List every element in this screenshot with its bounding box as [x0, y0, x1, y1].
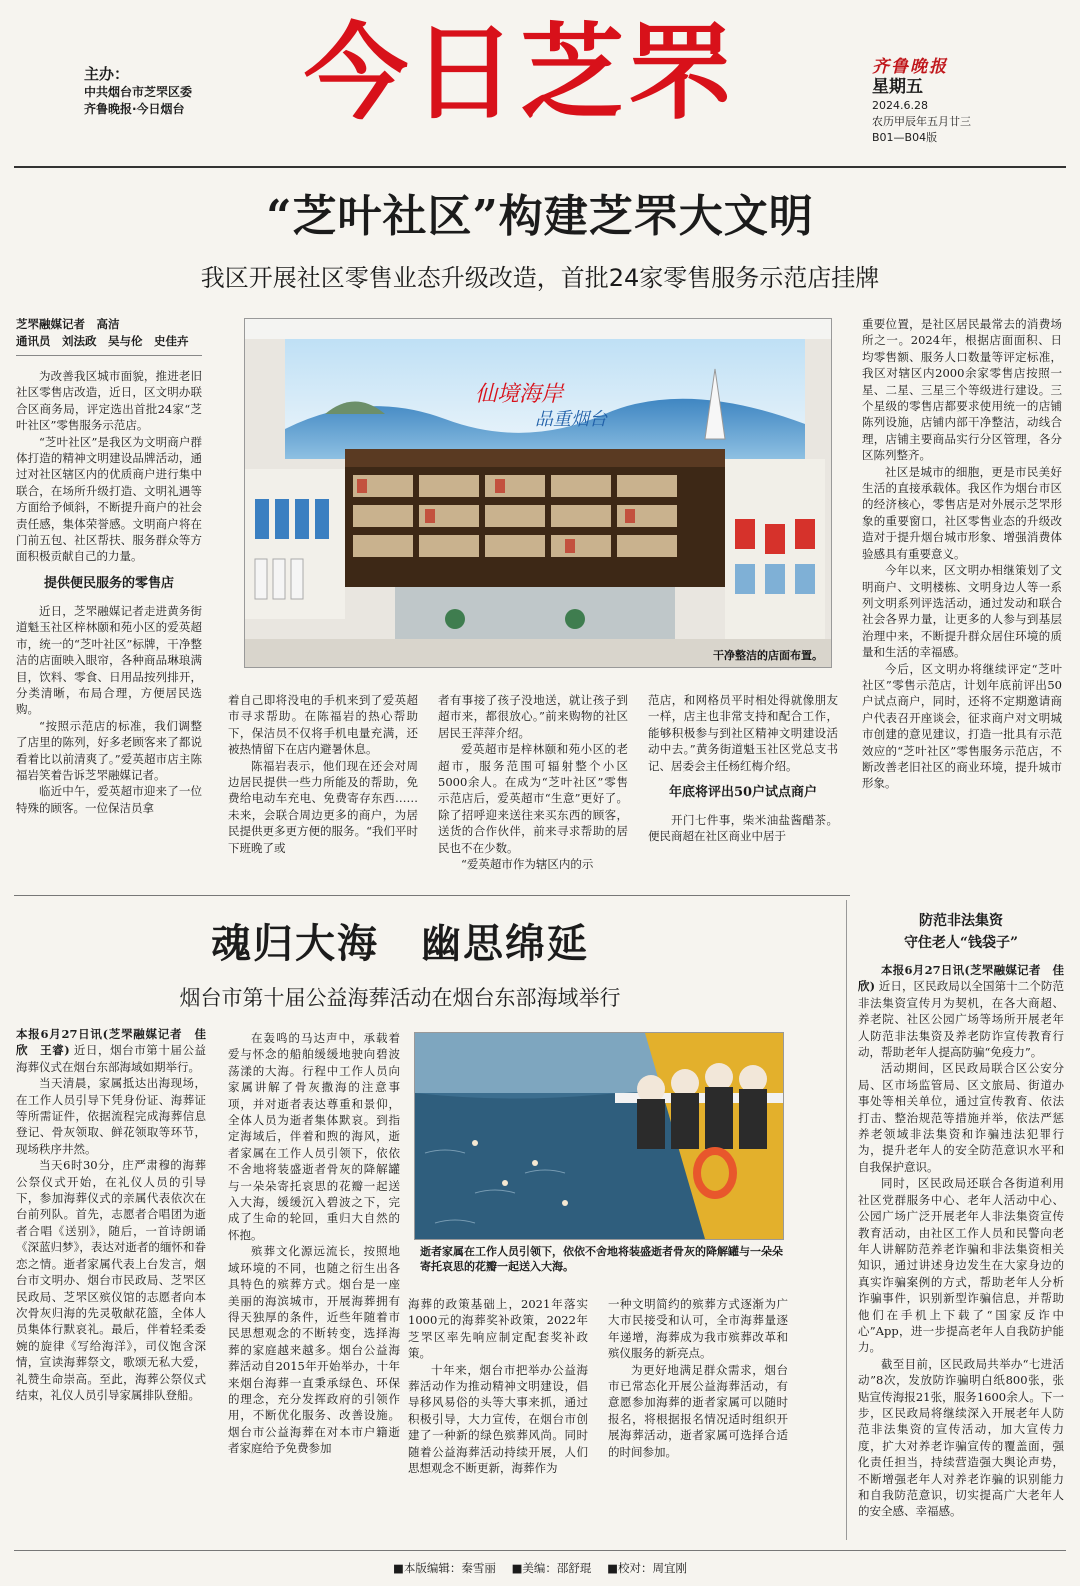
paragraph: 为改善我区城市面貌，推进老旧社区零售店改造，近日，区文明办联合区商务局，评定选出首批24家“芝叶社区”零售服务示范店。 [16, 369, 202, 433]
page-range: B01—B04版 [872, 131, 938, 144]
paragraph: “芝叶社区”是我区为文明商户群体打造的精神文明建设品牌活动，通过对社区辖区内的优质商户进行集中联合，在场所升级打造、文明礼遇等方面给予倾斜，不断提升商户的社会责任感，集体荣誉感。文明商户将在门前五包、社区帮扶、服务群众等方面积极贡献自己的力量。 [16, 434, 202, 564]
weekday: 星期五 [872, 77, 923, 97]
footer-rule [14, 1550, 1066, 1551]
byline-rule [16, 355, 202, 356]
issue-date: 2024.6.28 [872, 99, 928, 112]
article3-body [858, 962, 1064, 1520]
issue-info [872, 76, 971, 146]
article1-column-4 [648, 692, 838, 845]
paragraph: 截至目前，区民政局共举办“七进活动”8次，发放防诈骗明白纸800张，张贴宣传海报21张，服务1600余人。下一步，区民政局将继续深入开展老年人防范非法集资的宣传活动，加大宣传力度，扩大对养老诈骗宣传的覆盖面，强化责任担当，持续营造强大舆论声势，不断增强老年人对养老诈骗的识别能力和自我防范意识，切实提高广大老年人的安全感、幸福感。 [858, 1356, 1064, 1519]
article1-column-3 [438, 692, 628, 872]
paragraph: 当天6时30分，庄严肃穆的海葬公祭仪式开始，在礼仪人员的引导下，参加海葬仪式的亲属代表依次在台前列队。首先，志愿者合唱团为逝者合唱《送别》，随后，一首诗朗诵《深蓝归梦》，表达对逝者的缅怀和眷恋之情。逝者家属代表上台发言，烟台市文明办、烟台市民政局、芝罘区民政局、芝罘区殡仪馆的志愿者向本次骨灰归海的先灵敬献花篮，全体人员集体行默哀礼。最后，伴着轻柔委婉的旋律《写给海洋》，司仪饱含深情，宣读海葬祭文，歌颂无私大爱，礼赞生命崇高。至此，海葬公祭仪式结束，礼仪人员引导家属排队登船。 [16, 1158, 206, 1402]
article2-subheadline: 烟台市第十届公益海葬活动在烟台东部海域举行 [179, 986, 621, 1010]
article2-lead: 本报6月27日讯(芝罘融媒记者 佳欣 王睿) [16, 1027, 206, 1058]
brand-logo: 齐鲁晚报 [872, 57, 948, 77]
sign-text-1: 仙境海岸 [475, 382, 564, 407]
headline-line: 守住老人“钱袋子” [903, 935, 1019, 951]
paragraph: “爱英超市作为辖区内的示 [461, 857, 594, 872]
article2-column-2 [228, 1030, 400, 1457]
article1-subhead-1: 提供便民服务的零售店 [43, 575, 174, 591]
paragraph: 近日，烟台市第十届公益海葬仪式在烟台东部海域如期举行。 [16, 1043, 206, 1074]
hosts-block [84, 64, 192, 118]
footer-editor: ■本版编辑：秦雪丽 [393, 1561, 496, 1575]
paragraph: 范店，和网格员平时相处得就像朋友一样，店主也非常支持和配合工作，能够积极参与到社区精神文明建设活动中去。”黄务街道魁玉社区党总支书记、居委会主任杨红梅介绍。 [648, 693, 838, 773]
sign-text-2: 品重烟台 [535, 409, 607, 430]
section-divider [14, 895, 850, 896]
article1-column-5 [862, 316, 1062, 792]
paragraph: 海葬的政策基础上，2021年落实1000元的海葬奖补政策，2022年芝罘区率先响应制定配套奖补政策。 [408, 1297, 588, 1361]
article3-lead: 本报6月27日讯(芝罘融媒记者 佳欣) [858, 963, 1064, 994]
article2-headline: 魂归大海 幽思绵延 [211, 920, 589, 967]
article1-subhead-2: 年底将评出50户试点商户 [668, 785, 818, 801]
headline-line: 防范非法集资 [919, 913, 1003, 929]
article2-column-4 [608, 1296, 788, 1460]
column-divider [846, 900, 847, 1540]
sea-burial-photo-illustration [415, 1033, 783, 1239]
paragraph: 重要位置，是社区居民最常去的消费场所之一。2024年，根据店面面积、日均零售额、服务人口数量等评定标准，我区对辖区内2000余家零售店按照一星、二星、三星三个等级进行建设。三个星级的零售店都要求使用统一的店铺陈列设施，店铺内部干净整洁，动线合理，店铺主要商品实行分区管理，各分区陈列整齐。 [862, 317, 1062, 463]
paragraph: 为更好地满足群众需求，烟台市已常态化开展公益海葬活动，有意愿参加海葬的逝者家属可以随时报名，将根据报名情况适时组织开展海葬活动，逝者家属可选择合适的时间参加。 [608, 1362, 788, 1459]
paragraph: 陈福岩表示，他们现在还会对周边居民提供一些力所能及的帮助，免费给电动车充电、免费寄存东西……未来，会联合周边更多的商户，为居民提供更多更方便的服务。“我们平时下班晚了或 [228, 758, 418, 855]
paragraph: 一种文明简约的殡葬方式逐渐为广大市民接受和认可，全市海葬量逐年递增，海葬成为我市殡葬改革和殡仪服务的新亮点。 [608, 1297, 788, 1361]
article1-column-1 [16, 316, 202, 816]
article1-photo-caption: 干净整洁的店面布置。 [713, 649, 823, 662]
paragraph: 同时，区民政局还联合各街道利用社区党群服务中心、老年人活动中心、公园广场广泛开展老年人非法集资宣传教育活动，由社区工作人员和民警向老年人讲解防范养老诈骗和非法集资相关知识，通过讲述身边发生在大家身边的真实诈骗案例的方式，帮助老年人分析诈骗事件，识别新型诈骗信息，并帮助他们在手机上下载了“国家反诈中心”App，进一步提高老年人自我防护能力。 [858, 1176, 1064, 1355]
paragraph: 今后，区文明办将继续评定“芝叶社区”零售示范店，计划年底前评出50户试点商户，同时，还将不定期邀请商户代表召开座谈会，征求商户对文明城市创建的意见建议，打造一批具有示范效应的“芝叶社区”零售服务示范店，不断改善老旧社区的商业环境，提升城市形象。 [862, 661, 1062, 791]
paragraph: 着自己即将没电的手机来到了爱英超市寻求帮助。在陈福岩的热心帮助下，保洁员不仅将手机电量充满，还被热情留下在店内避暑休息。 [228, 693, 418, 757]
article1-byline [16, 316, 202, 350]
paragraph: 在轰鸣的马达声中，承载着爱与怀念的船舶缓缓地驶向碧波荡漾的大海。行程中工作人员向家属讲解了骨灰撒海的注意事项，并对逝者表达尊重和景仰，全体人员为逝者集体默哀。到指定海域后，伴着和煦的海风，逝者家属在工作人员引领下，依依不舍地将装盛逝者骨灰的降解罐与一朵朵寄托哀思的花瓣一起送入大海，缓缓沉入碧波之下，完成了生命的轮回，重归大自然的怀抱。 [228, 1031, 400, 1242]
lunar-date: 农历甲辰年五月廿三 [872, 115, 971, 128]
paragraph: 近日，芝罘融媒记者走进黄务街道魁玉社区梓林颐和苑小区的爱英超市，统一的“芝叶社区”标牌，干净整洁的店面映入眼帘，各种商品琳琅满目，饮料、零食、日用品按列排开，分类清晰，布局合理，方便居民选购。 [16, 603, 202, 717]
paragraph: 开门七件事，柴米油盐酱醋茶。便民商超在社区商业中居于 [648, 813, 838, 844]
article3-headline [858, 910, 1064, 954]
paragraph: 临近中午，爱英超市迎来了一位特殊的顾客。一位保洁员拿 [16, 784, 202, 815]
host-line: 齐鲁晚报·今日烟台 [84, 102, 185, 116]
paragraph: 今年以来，区文明办相继策划了文明商户、文明楼栋、文明身边人等一系列文明系列评选活动，通过发动和联合社会各界力量，让更多的人参与到基层治理中来，不断提升群众居住环境的质量和生活的幸福感。 [862, 563, 1062, 660]
store-photo-illustration [245, 319, 831, 667]
article1-headline: “芝叶社区”构建芝罘大文明 [266, 191, 814, 242]
paragraph: “按照示范店的标准，我们调整了店里的陈列，好多老顾客来了都说看着比以前清爽了。”爱英超市店主陈福岩笑着告诉芝罘融媒记者。 [16, 718, 202, 782]
article2-photo [414, 1032, 784, 1240]
footer-designer: ■美编：邵舒琨 [511, 1561, 592, 1575]
paragraph: 者有事接了孩子没地送，就让孩子到超市来，都很放心。”前来购物的社区居民王萍萍介绍。 [438, 693, 628, 740]
paragraph: 活动期间，区民政局联合区公安分局、区市场监管局、区文旅局、街道办事处等相关单位，通过宣传教育、依法打击、整治规范等措施并举，依法严惩养老领域非法集资和诈骗违法犯罪行为，提升老年人的安全防范意识水平和自我保护意识。 [858, 1061, 1064, 1174]
footer-credits [0, 1560, 1080, 1576]
paragraph: 当天清晨，家属抵达出海现场，在工作人员引导下凭身份证、海葬证等所需证件，依据流程完成海葬信息登记、骨灰领取、鲜花领取等环节，现场秩序井然。 [16, 1076, 206, 1156]
paragraph: 社区是城市的细胞，更是市民美好生活的直接承载体。我区作为烟台市区的经济核心，零售店是对外展示芝罘形象的重要窗口，社区零售业态的升级改造对于提升烟台城市形象、增强消费体验感具有重要意义。 [862, 464, 1062, 561]
byline-line: 芝罘融媒记者 高洁 [16, 317, 120, 331]
hosts-label: 主办： [84, 65, 130, 83]
article2-photo-caption: 逝者家属在工作人员引领下，依依不舍地将装盛逝者骨灰的降解罐与一朵朵寄托哀思的花瓣一起送入大海。 [420, 1245, 783, 1273]
byline-line: 通讯员 刘法政 吴与伦 史佳卉 [16, 334, 189, 348]
masthead-rule [14, 166, 1066, 168]
article1-column-2 [228, 692, 418, 856]
host-line: 中共烟台市芝罘区委 [84, 85, 193, 99]
masthead-title: 今日芝罘 [303, 12, 736, 134]
article1-subheadline: 我区开展社区零售业态升级改造，首批24家零售服务示范店挂牌 [200, 264, 880, 292]
article2-column-3 [408, 1296, 588, 1476]
paragraph: 殡葬文化源远流长，按照地域环境的不同，也随之衍生出各具特色的殡葬方式。烟台是一座美丽的海滨城市，开展海葬拥有得天独厚的条件，近些年随着市民思想观念的不断转变，选择海葬的家庭越来越多。烟台公益海葬活动自2015年开始举办，十年来烟台海葬一直秉承绿色、环保的理念，充分发挥政府的引领作用，不断优化服务、改善设施。烟台市公益海葬在对本市户籍逝者家庭给予免费参加 [228, 1244, 400, 1456]
paragraph: 爱英超市是梓林颐和苑小区的老超市，服务范围可辐射整个小区5000余人。在成为“芝叶社区”零售示范店后，爱英超市“生意”更好了。除了招呼迎来送往来买东西的顾客，送货的合作伙伴，前来寻求帮助的居民也不在少数。 [438, 742, 628, 855]
article1-photo [244, 318, 832, 668]
paragraph: 近日，区民政局以全国第十二个防范非法集资宣传月为契机，在各大商超、养老院、社区公园广场等场所开展老年人防范非法集资及养老防诈宣传教育行动，帮助老年人提高防骗“免疫力”。 [858, 979, 1065, 1060]
article2-column-1 [16, 1026, 206, 1403]
paragraph: 十年来，烟台市把举办公益海葬活动作为推动精神文明建设，倡导移风易俗的头等大事来抓，通过积极引导，大力宣传，在烟台市创建了一种新的绿色殡葬风尚。同时随着公益海葬活动持续开展，人们思想观念不断更新，海葬作为 [408, 1362, 588, 1476]
footer-proofreader: ■校对：周宜刚 [607, 1561, 687, 1575]
